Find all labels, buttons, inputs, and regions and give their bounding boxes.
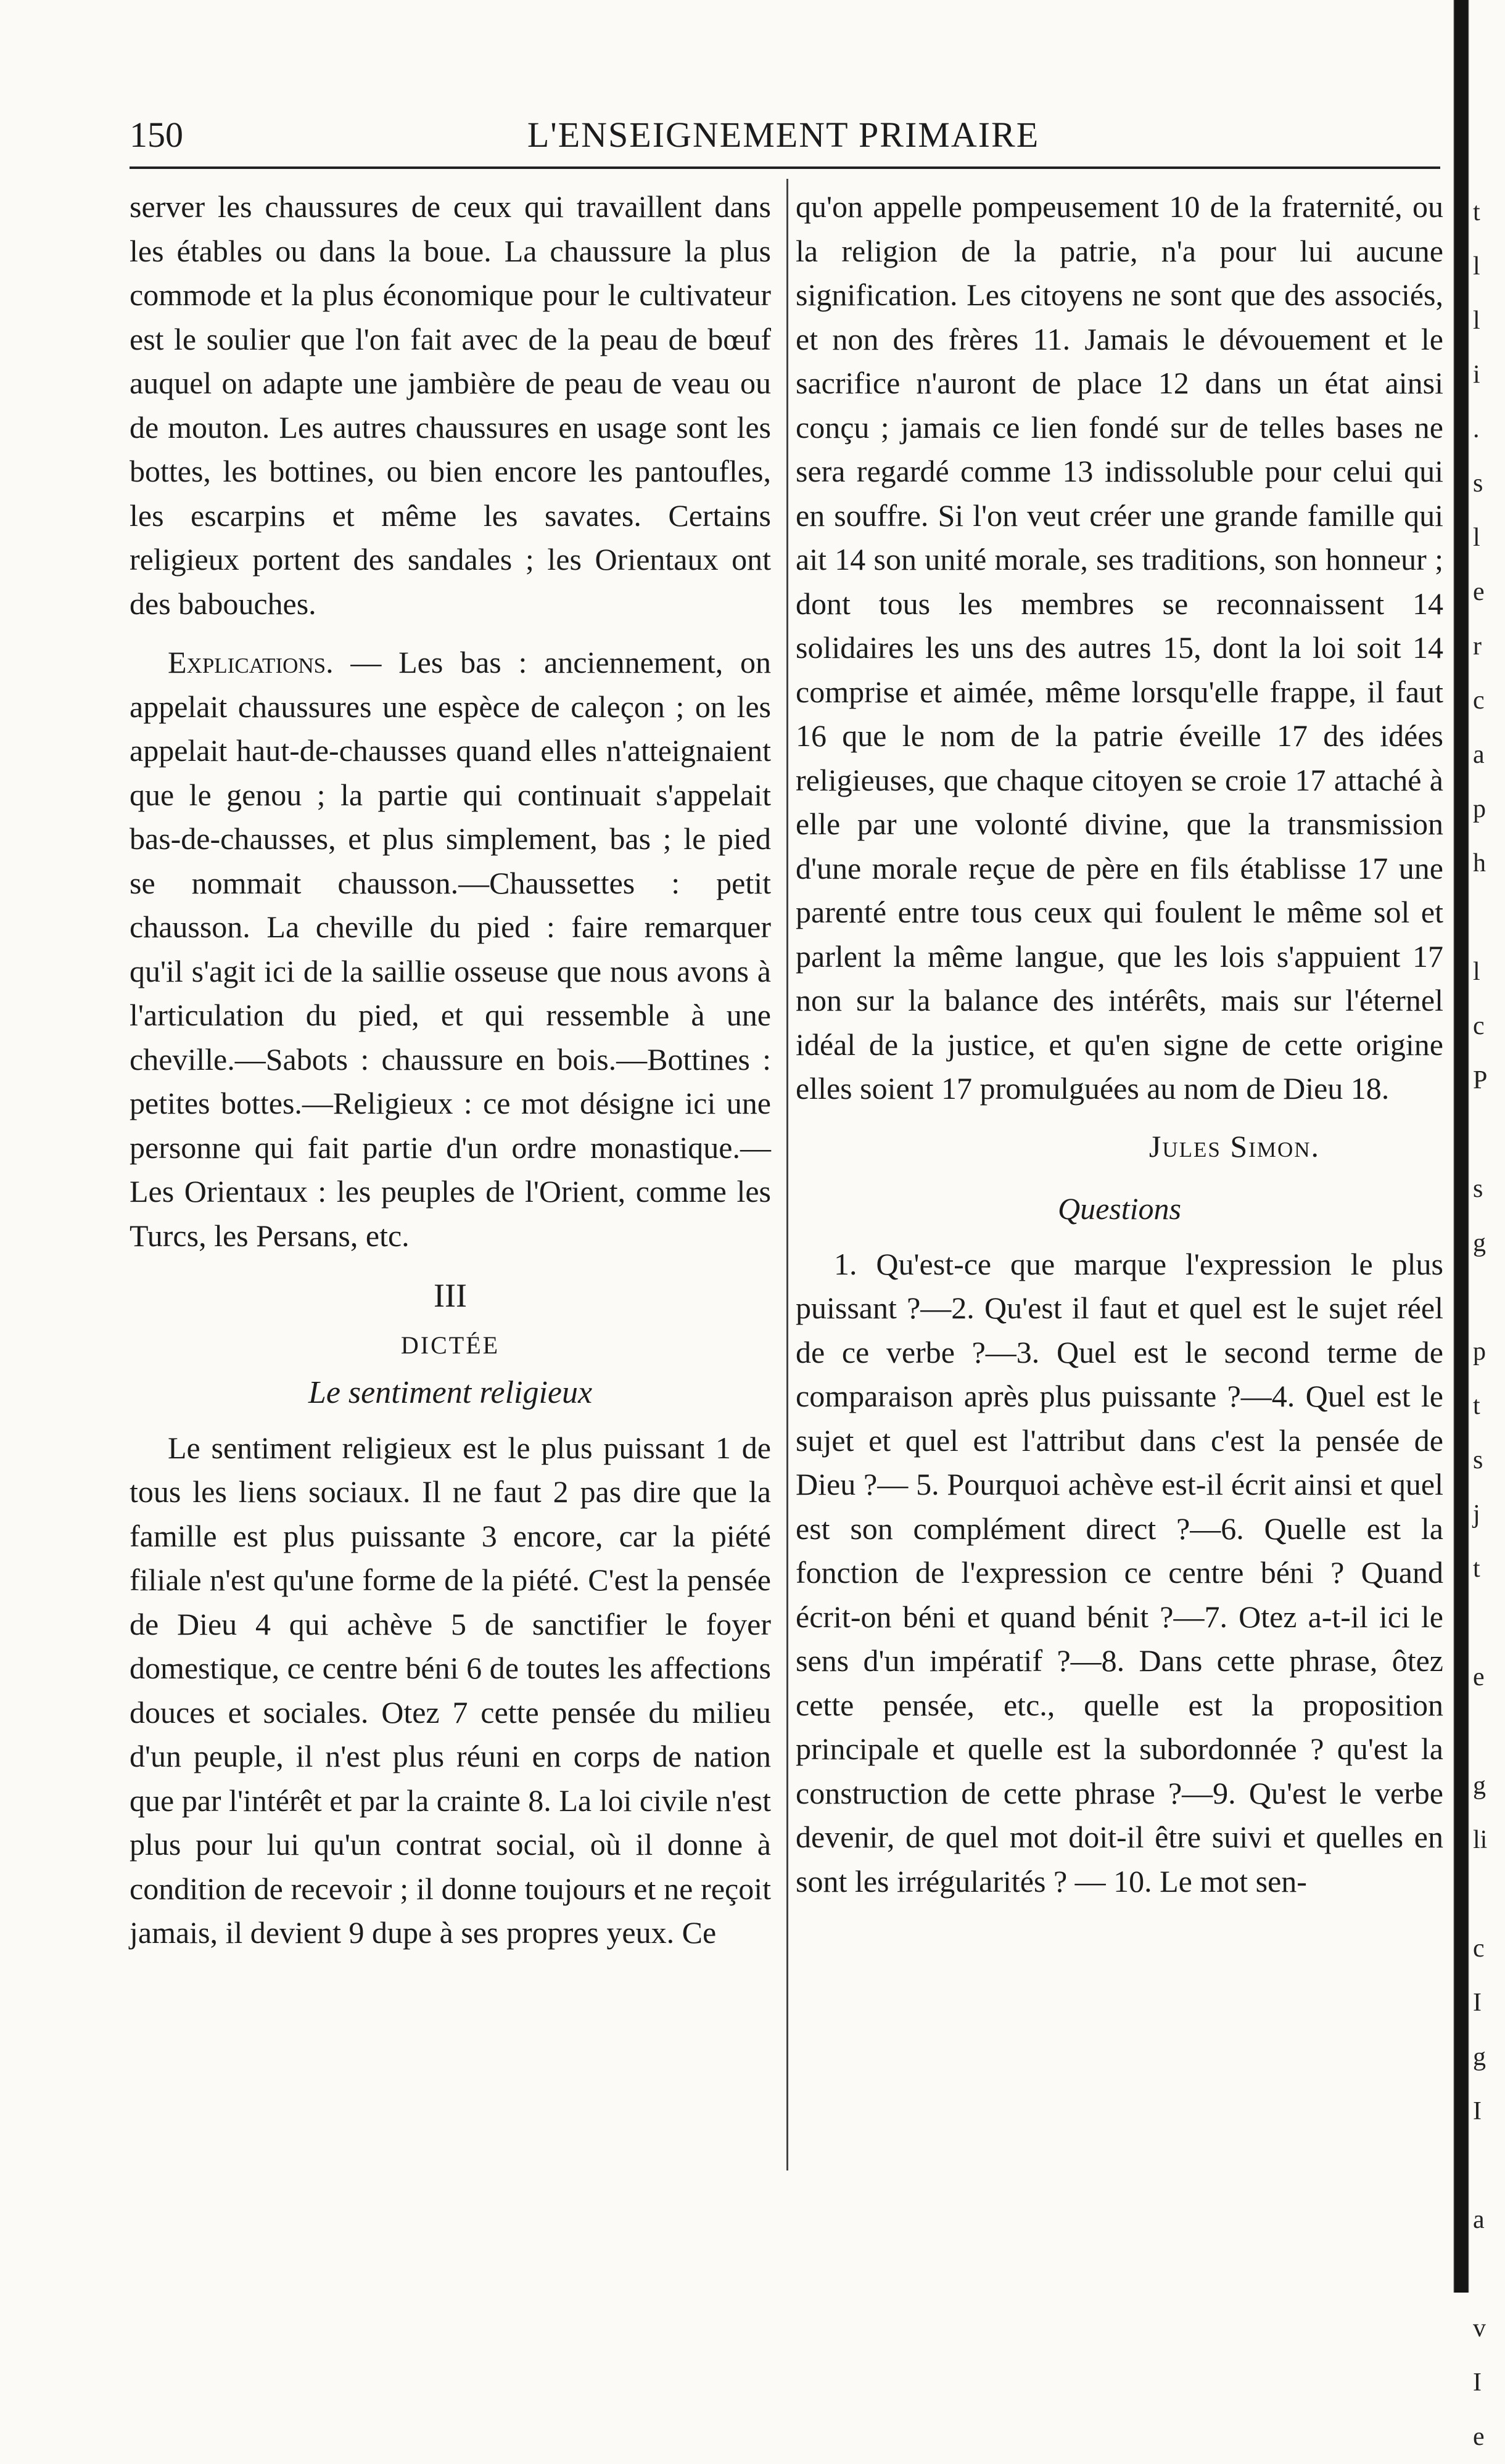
edge-letter: t: [1473, 1392, 1480, 1420]
edge-letter: s: [1473, 469, 1483, 498]
edge-letter: p: [1473, 1337, 1486, 1366]
spacer: [130, 626, 771, 641]
shoes-paragraph: server les chaussures de ceux qui travaillent dans les étables ou dans la boue. La chaussure la plus commode et la plus économique pour le cultivateur est le soulier que l'on fait avec de la peau de bœuf auquel on adapte une jambière de peau de veau ou de mouton. Les autres chaussures en usage sont les bottes, les bottines, ou bien encore les pantoufles, les escarpins et même les savates. Certains religieux portent des sandales ; les Orientaux ont des babouches.: [130, 189, 771, 621]
edge-letter: [1473, 2247, 1498, 2301]
edge-letter: g: [1473, 1229, 1486, 1257]
right-column: [796, 185, 1443, 1903]
running-title: L'ENSEIGNEMENT PRIMAIRE: [527, 115, 1040, 155]
page-number: 150: [130, 115, 183, 155]
edge-letter: I: [1473, 1989, 1482, 2017]
edge-letter: s: [1473, 1446, 1483, 1474]
edge-letter: .: [1473, 415, 1480, 443]
edge-letter: h: [1473, 849, 1486, 877]
edge-letter: a: [1473, 2206, 1485, 2234]
edge-letter: [1473, 1596, 1498, 1650]
edge-letter: c: [1473, 1012, 1485, 1040]
edge-letter: [1473, 1107, 1498, 1162]
author-signature: Jules Simon.: [1148, 1128, 1320, 1164]
header-rule: [130, 166, 1440, 169]
explications-paragraph: [130, 641, 771, 1258]
edge-letter: I: [1473, 2097, 1482, 2125]
edge-letter: li: [1473, 1826, 1488, 1854]
dictee-continuation: qu'on appelle pompeusement 10 de la fraternité, ou la religion de la patrie, n'a pour lui aucune signification. Les citoyens ne sont que des associés, et non des frères 11. Jamais le dévouement et le sacrifice n'auront de place 12 dans un état ainsi conçu ; jamais ce lien fondé sur de telles bases ne sera regardé comme 13 indissoluble pour celui qui en souffre. Si l'on veut créer une grande famille qui ait 14 son unité morale, ses traditions, son honneur ; dont tous les membres se reconnaissent 14 solidaires les uns des autres 15, dont la loi soit 14 comprise et aimée, même lorsqu'elle frappe, il faut 16 que le nom de la patrie éveille 17 des idées religieuses, que chaque citoyen se croie 17 attaché à elle par une volonté divine, que la transmission d'une morale reçue de père en fils établisse 17 une parenté entre tous ceux qui foulent le même sol et parlent la même langue, que les lois s'appuient 17 non sur la balance des intérêts, mais sur l'éternel idéal de la justice, et qu'en signe de cette origine elles soient 17 promulguées au nom de Dieu 18.: [796, 189, 1443, 1106]
column-divider: [786, 179, 788, 2170]
edge-letter: r: [1473, 632, 1482, 660]
edge-letter: [1473, 1270, 1498, 1324]
edge-letter: e: [1473, 1663, 1485, 1691]
edge-letter: a: [1473, 741, 1485, 769]
edge-letter: l: [1473, 252, 1480, 281]
explications-text: — Les bas : anciennement, on appelait chaussures une espèce de caleçon ; on les appelait haut-de-chausses quand elles n'atteignaient que le genou ; la partie qui continuait s'appelait bas-de-chausses, et plus simplement, bas ; le pied se nommait chausson.—Chaussettes : petit chausson. La cheville du pied : faire remarquer qu'il s'agit ici de la saillie osseuse que nous avons à l'articulation du pied, et qui ressemble à une cheville.—Sabots : chaussure en bois.—Bottines : petites bottes.—Religieux : ce mot désigne ici une personne qui fait partie d'un ordre monastique.—Les Orientaux : les peuples de l'Orient, comme les Turcs, les Persans, etc.: [130, 645, 771, 1253]
edge-letter: [1473, 2138, 1498, 2193]
edge-letter: g: [1473, 2043, 1486, 2071]
edge-letter: e: [1473, 2423, 1485, 2451]
left-column: [130, 185, 771, 1955]
section-label: DICTÉE: [400, 1331, 500, 1359]
edge-letter: v: [1473, 2314, 1486, 2343]
edge-letter: i: [1473, 361, 1480, 389]
section-title: Le sentiment religieux: [308, 1375, 593, 1410]
questions-paragraph: 1. Qu'est-ce que marque l'expression le plus puissant ?—2. Qu'est il faut et quel est le sujet réel de ce verbe ?—3. Quel est le second terme de comparaison après plus puissante ?—4. Quel est le sujet et quel est l'attribut dans c'est la pensée de Dieu ?— 5. Pourquoi achève est-il écrit ainsi et quel est son complément direct ?—6. Quelle est la fonction de l'expression ce centre béni ? Quand écrit-on béni et quand bénit ?—7. Otez a-t-il ici le sens d'un impératif ?—8. Dans cette phrase, ôtez cette pensée, etc., quelle est la proposition principale et quelle est la subordonnée ? qu'est la construction de cette phrase ?—9. Qu'est le verbe devenir, de quel mot doit-il être suivi et quelles en sont les irrégularités ? — 10. Le mot sen-: [796, 1246, 1443, 1899]
facing-page-letters: [1473, 185, 1498, 2464]
explications-label: Explications.: [168, 645, 334, 680]
edge-letter: t: [1473, 1554, 1480, 1583]
edge-letter: c: [1473, 1934, 1485, 1963]
section-number: III: [434, 1277, 467, 1314]
edge-letter: [1473, 1867, 1498, 1921]
edge-letter: P: [1473, 1066, 1488, 1094]
questions-title: Questions: [1058, 1191, 1181, 1226]
edge-letter: p: [1473, 795, 1486, 823]
edge-letter: [1473, 890, 1498, 945]
edge-letter: I: [1473, 2368, 1482, 2397]
edge-letter: l: [1473, 524, 1480, 552]
edge-letter: [1473, 1704, 1498, 1759]
edge-letter: l: [1473, 958, 1480, 986]
edge-letter: j: [1473, 1500, 1480, 1529]
running-head: [130, 114, 1437, 163]
edge-letter: c: [1473, 686, 1485, 715]
dictee-paragraph: Le sentiment religieux est le plus puissant 1 de tous les liens sociaux. Il ne faut 2 pas dire que la famille est plus puissante 3 encore, car la piété filiale n'est qu'une forme de la piété. C'est la pensée de Dieu 4 qui achève 5 de sanctifier le foyer domestique, ce centre béni 6 de toutes les affections douces et sociales. Otez 7 cette pensée du milieu d'un peuple, il n'est plus réuni en corps de nation que par l'intérêt et par la crainte 8. La loi civile n'est plus pour lui qu'un contrat social, où il donne à condition de recevoir ; il donne toujours et ne reçoit jamais, il devient 9 dupe à ses propres yeux. Ce: [130, 1430, 771, 1950]
edge-letter: l: [1473, 306, 1480, 335]
edge-letter: s: [1473, 1175, 1483, 1203]
edge-letter: e: [1473, 578, 1485, 606]
edge-letter: t: [1473, 198, 1480, 226]
edge-letter: g: [1473, 1772, 1486, 1800]
